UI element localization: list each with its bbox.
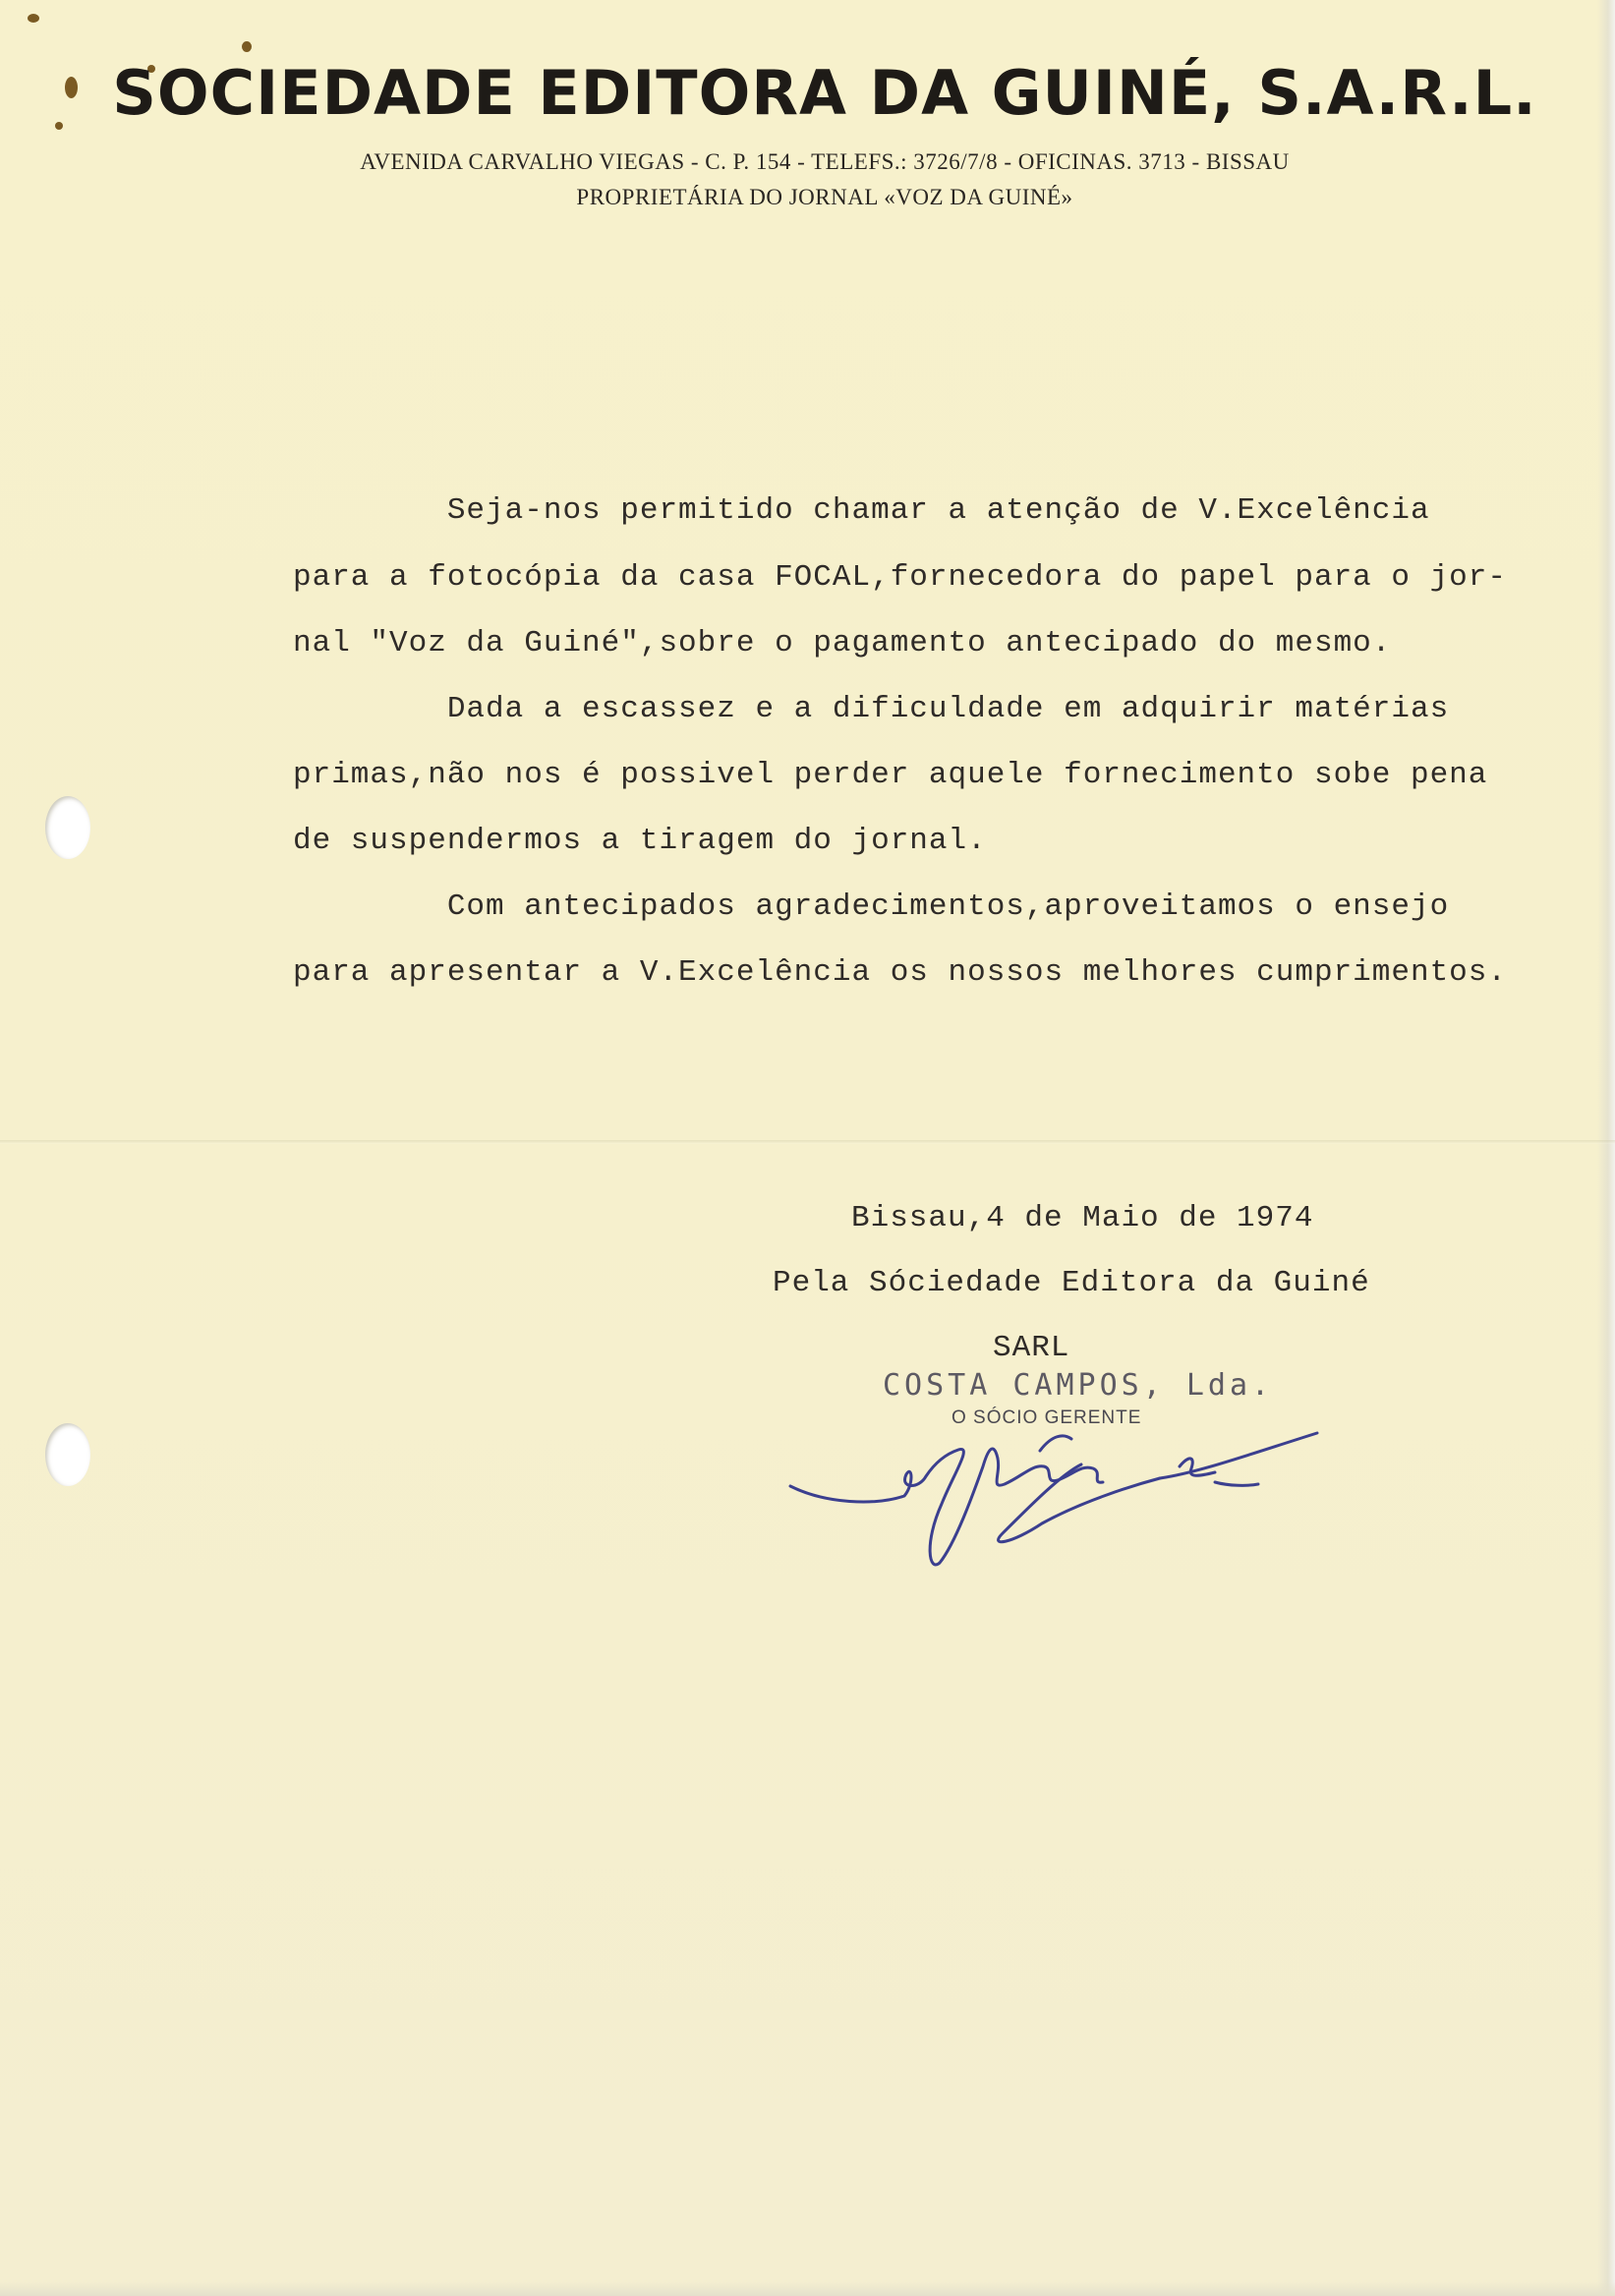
stamp-role: O SÓCIO GERENTE xyxy=(952,1407,1142,1428)
punch-hole xyxy=(45,796,90,859)
on-behalf-line: Pela Sóciedade Editora da Guiné xyxy=(773,1266,1370,1300)
body-line: de suspendermos a tiragem do jornal. xyxy=(293,824,987,858)
paper-edge xyxy=(1597,0,1615,2296)
punch-hole xyxy=(45,1423,90,1486)
stamp-company-name: COSTA CAMPOS, Lda. xyxy=(883,1368,1274,1403)
body-line: Dada a escassez e a dificuldade em adquirir matérias xyxy=(293,692,1450,726)
body-line: Seja-nos permitido chamar a atenção de V.Excelência xyxy=(293,493,1430,528)
body-line: Com antecipados agradecimentos,aproveitamos o ensejo xyxy=(293,890,1450,924)
handwritten-signature xyxy=(786,1396,1337,1573)
body-line: para a fotocópia da casa FOCAL,fornecedora do papel para o jor- xyxy=(293,560,1507,595)
letterhead-company-name: SOCIEDADE EDITORA DA GUINÉ, S.A.R.L. xyxy=(112,57,1537,129)
letterhead-owner: PROPRIETÁRIA DO JORNAL «VOZ DA GUINÉ» xyxy=(576,185,1073,209)
paper-edge xyxy=(0,2282,1615,2296)
body-line: primas,não nos é possivel perder aquele fornecimento sobe pena xyxy=(293,758,1488,792)
letterhead-address: AVENIDA CARVALHO VIEGAS - C. P. 154 - TELEFS.: 3726/7/8 - OFICINAS. 3713 - BISSAU xyxy=(360,149,1290,174)
rust-stain xyxy=(28,14,39,23)
company-type: SARL xyxy=(993,1331,1070,1365)
place-date: Bissau,4 de Maio de 1974 xyxy=(851,1201,1314,1235)
body-line: para apresentar a V.Excelência os nossos melhores cumprimentos. xyxy=(293,955,1507,990)
rust-stain xyxy=(242,41,252,52)
body-line: nal "Voz da Guiné",sobre o pagamento antecipado do mesmo. xyxy=(293,626,1392,660)
